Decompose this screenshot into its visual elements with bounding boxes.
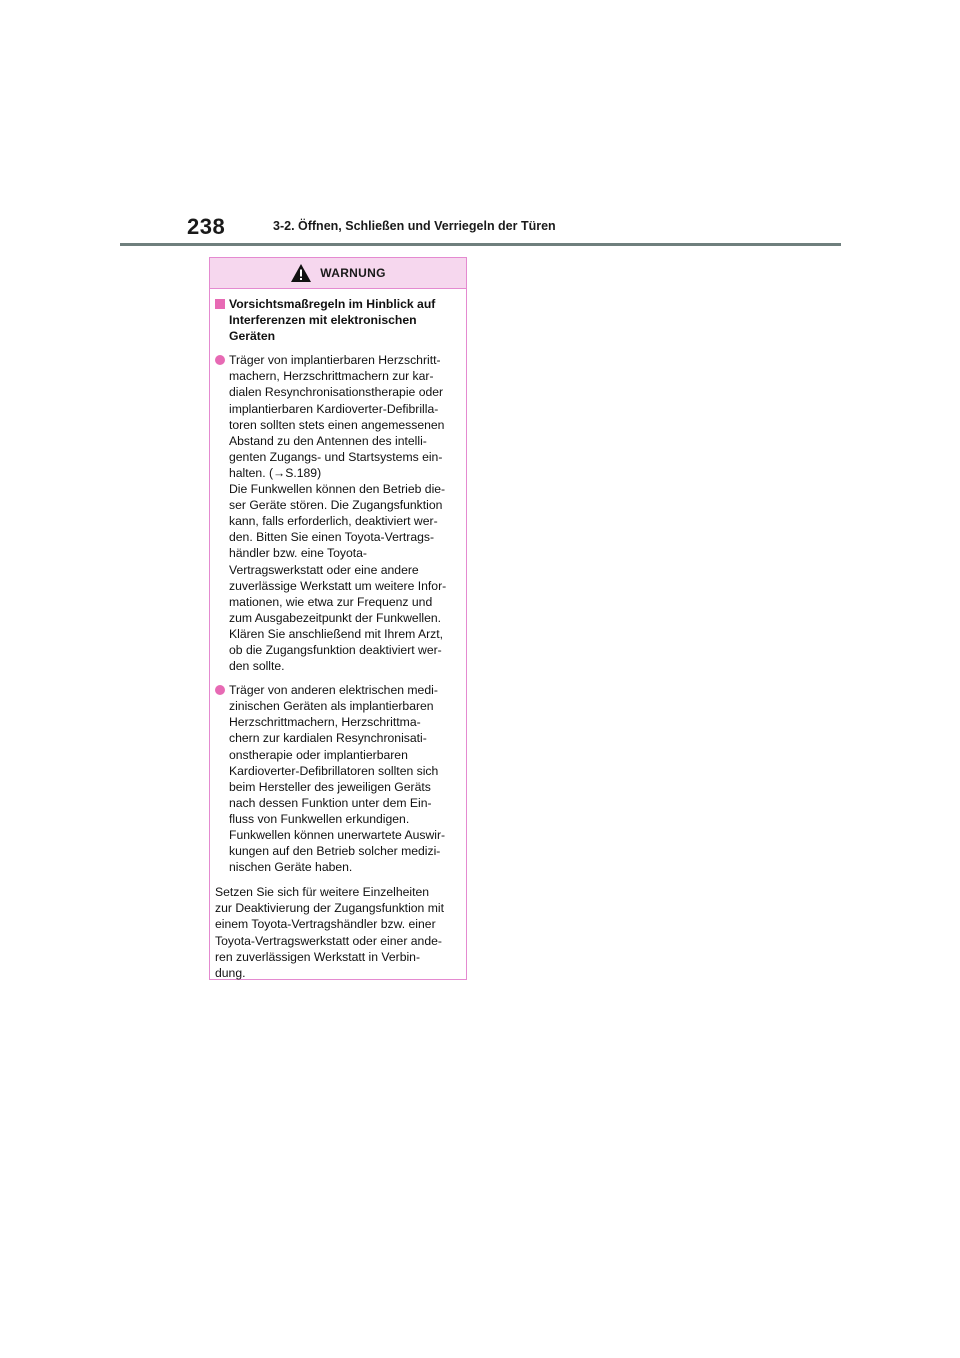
list-item [215,352,460,674]
warning-header [210,258,466,289]
warning-triangle-icon [290,263,312,283]
bullet-text: Träger von anderen elektrischen medi- zinischen Geräten als implantierbaren Herzschrittmachern, Herzschrittma- chern zur kardialen Resynchronisati- onstherapie oder implantierbaren Kardioverter-Defibrillatoren sollten sich beim Hersteller des jeweiligen Geräts nach dessen Funktion unter dem Ein- fluss von Funkwellen erkundigen. Funkwellen können unerwartete Auswir- kungen auf den Betrieb solcher medizi- nischen Geräte haben. [229,683,446,875]
warning-box [209,257,467,980]
closing-paragraph: Setzen Sie sich für weitere Einzelheiten zur Deaktivierung der Zugangsfunktion mit einem Toyota-Vertragshändler bzw. einer Toyota-Vertragswerkstatt oder einer ande- ren zuverlässigen Werkstatt in Verbin- dung. [215,885,444,980]
chapter-title: 3-2. Öffnen, Schließen und Verriegeln der Türen [273,219,556,233]
section-heading: Vorsichtsmaßregeln im Hinblick auf Interferenzen mit elektronischen Geräten [229,297,436,344]
page-number: 238 [187,214,226,239]
warning-body [210,289,466,981]
section-heading-row [215,296,460,344]
round-bullet-icon [215,355,225,365]
list-item [215,682,460,875]
bullet-text: Träger von implantierbaren Herzschritt- machern, Herzschrittmachern zur kar- dialen Resynchronisationstherapie oder implantierbaren Kardioverter-Defibrilla- toren sollten stets einen angemessenen Abstand zu den Antennen des intelli- genten Zugangs- und Startsystems ein- halten. (→S.189) Die Funkwellen können den Betrieb die- ser Geräte stören. Die Zugangsfunktion kann, falls erforderlich, deaktiviert wer- den. Bitten Sie einen Toyota-Vertrags- händler bzw. eine Toyota- Vertragswerkstatt oder eine andere zuverlässige Werkstatt um weitere Infor- mationen, wie etwa zur Frequenz und zum Ausgabezeitpunkt der Funkwellen. Klären Sie anschließend mit Ihrem Arzt, ob die Zugangsfunktion deaktiviert wer- den sollte. [229,353,447,674]
round-bullet-icon [215,685,225,695]
square-bullet-icon [215,299,225,309]
header-rule [120,243,841,246]
warning-title: WARNUNG [320,266,386,280]
